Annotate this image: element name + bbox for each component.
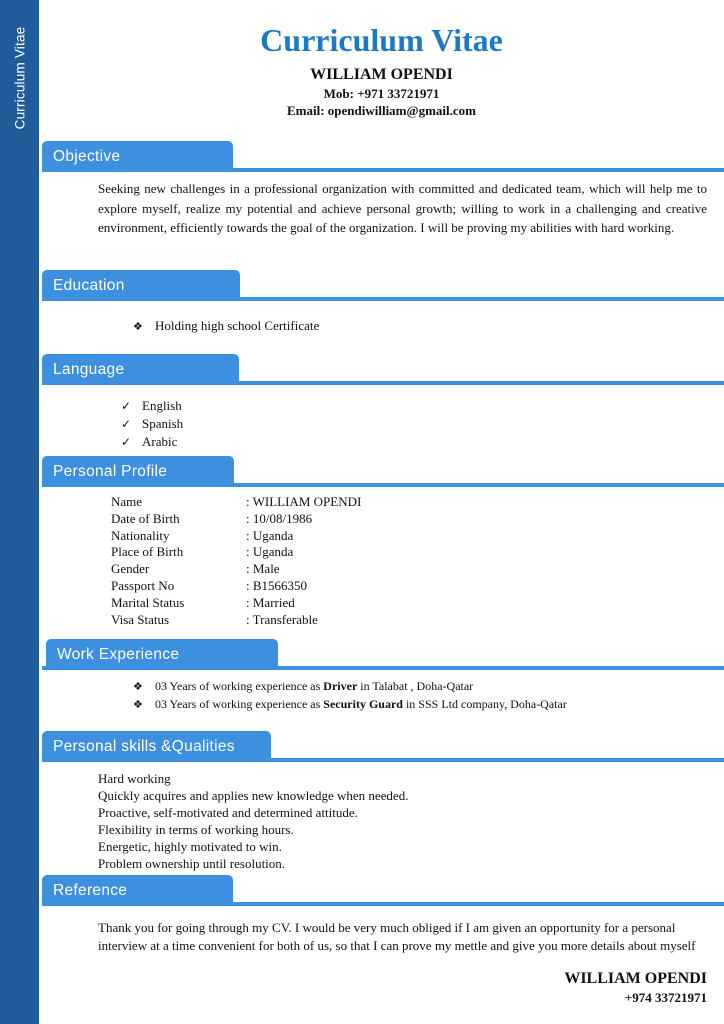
section-heading: Reference xyxy=(42,875,233,905)
list-item: Problem ownership until resolution. xyxy=(98,856,286,871)
objective-text: Seeking new challenges in a professional organization with committed and dedicated team, which will help me to explore myself, realize my potential and achieve personal growth; willing to work in a challenging and creative environment, efficiently towards the goal of the organization. I will be proving my abilities with hard working. xyxy=(98,181,707,235)
list-item: ✓ Arabic xyxy=(121,434,178,449)
header-email: Email: opendiwilliam@gmail.com xyxy=(286,103,477,118)
personal-profile-table xyxy=(111,494,361,628)
header-mobile: Mob: +971 33721971 xyxy=(323,86,440,101)
checkmark-icon: ✓ xyxy=(121,435,132,449)
profile-row: Place of Birth : Uganda xyxy=(111,544,294,560)
list-item: Flexibility in terms of working hours. xyxy=(98,822,294,837)
language-list xyxy=(121,397,183,451)
header-name: WILLIAM OPENDI xyxy=(310,66,453,83)
list-item: Hard working xyxy=(98,771,171,786)
signature-name: WILLIAM OPENDI xyxy=(564,970,707,987)
section-education xyxy=(42,270,724,304)
section-heading: Education xyxy=(42,270,240,300)
skills-list xyxy=(98,770,408,872)
profile-row: Name : WILLIAM OPENDI xyxy=(111,494,362,509)
list-item: ❖ 03 Years of working experience as Security Guard in SSS Ltd company, Doha-Qatar xyxy=(133,696,567,714)
list-item: ❖ 03 Years of working experience as Driver in Talabat , Doha-Qatar xyxy=(133,678,567,696)
checkmark-icon: ✓ xyxy=(121,399,132,413)
document-title: Curriculum Vitae xyxy=(260,22,503,58)
section-heading: Personal Profile xyxy=(42,456,234,486)
section-heading: Objective xyxy=(42,141,233,171)
section-heading: Personal skills &Qualities xyxy=(42,731,271,761)
section-heading: Language xyxy=(42,354,239,384)
sidebar-label: Curriculum Vitae xyxy=(12,26,27,130)
section-objective xyxy=(42,141,724,175)
profile-row: Date of Birth : 10/08/1986 xyxy=(111,510,313,526)
list-item: Energetic, highly motivated to win. xyxy=(98,839,282,854)
section-reference xyxy=(42,875,724,909)
list-item: Proactive, self-motivated and determined attitude. xyxy=(98,805,358,820)
work-experience-list xyxy=(133,678,567,713)
list-item: ❖ Holding high school Certificate xyxy=(133,317,319,336)
education-list xyxy=(133,317,319,336)
profile-row: Passport No : B1566350 xyxy=(111,577,308,593)
profile-row: Marital Status : Married xyxy=(111,594,295,610)
list-item: ✓ English xyxy=(121,398,182,413)
section-work-experience xyxy=(42,639,724,673)
diamond-bullet-icon: ❖ xyxy=(133,698,143,711)
section-language xyxy=(42,354,724,388)
section-personal-profile xyxy=(42,456,724,490)
list-item: Quickly acquires and applies new knowledge when needed. xyxy=(98,788,409,803)
checkmark-icon: ✓ xyxy=(121,417,132,431)
list-item: ✓ Spanish xyxy=(121,416,184,431)
profile-row: Visa Status : Transferable xyxy=(111,611,318,627)
sidebar xyxy=(0,0,39,1024)
section-heading: Work Experience xyxy=(46,639,278,669)
reference-text: Thank you for going through my CV. I would be very much obliged if I am given an opportunity for a personal interview at a time convenient for both of us, so that I can prove my mettle and give you more details about myself xyxy=(98,920,696,953)
section-personal-skills xyxy=(42,731,724,765)
signature-phone: +974 33721971 xyxy=(624,990,707,1005)
profile-row: Gender : Male xyxy=(111,561,280,577)
diamond-bullet-icon: ❖ xyxy=(133,321,143,333)
diamond-bullet-icon: ❖ xyxy=(133,681,143,693)
profile-row: Nationality : Uganda xyxy=(111,527,294,543)
